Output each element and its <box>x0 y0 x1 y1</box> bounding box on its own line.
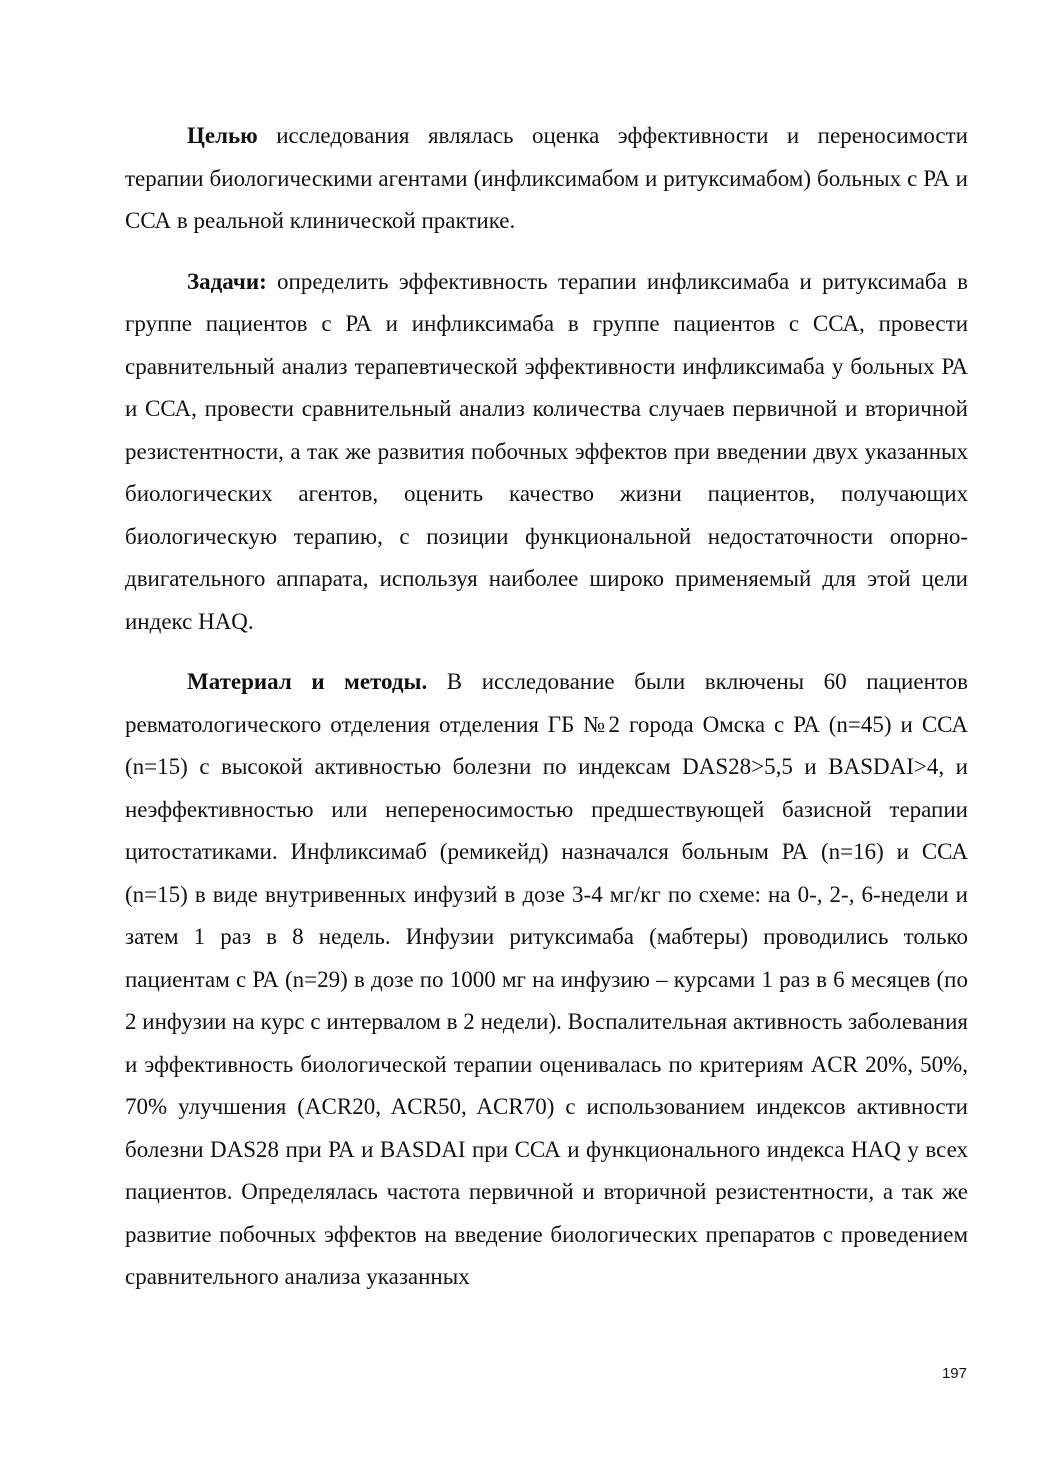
methods-text: В исследование были включены 60 пациентов ревматологического отделения отделения ГБ №2 города Омска с РА (n=45) и ССА (n=15) с высокой активностью болезни по индексам DAS28>5,5 и BASDAI>4, и неэффективностью или непереносимостью предшествующей базисной терапии цитостатиками. Инфликсимаб (ремикейд) назначался больным РА (n=16) и ССА (n=15) в виде внутривенных инфузий в дозе 3-4 мг/кг по схеме: на 0-, 2-, 6-недели и затем 1 раз в 8 недель. Инфузии ритуксимаба (мабтеры) проводились только пациентам с РА (n=29) в дозе по 1000 мг на инфузию – курсами 1 раз в 6 месяцев (по 2 инфузии на курс с интервалом в 2 недели). Воспалительная активность заболевания и эффективность биологической терапии оценивалась по критериям ACR 20%, 50%, 70% улучшения (ACR20, ACR50, ACR70) с использованием индексов активности болезни DAS28 при РА и BASDAI при ССА и функционального индекса HAQ у всех пациентов. Определялась частота первичной и вторичной резистентности, а так же развитие побочных эффектов на введение биологических препаратов с проведением сравнительного анализа указанных <box>125 669 968 1289</box>
tasks-text: определить эффективность терапии инфликсимаба и ритуксимаба в группе пациентов с РА и инфликсимаба в группе пациентов с ССА, провести сравнительный анализ терапевтической эффективности инфликсимаба у больных РА и ССА, провести сравнительный анализ количества случаев первичной и вторичной резистентности, а так же развития побочных эффектов при введении двух указанных биологических агентов, оценить качество жизни пациентов, получающих биологическую терапию, с позиции функциональной недостаточности опорно-двигательного аппарата, используя наиболее широко применяемый для этой цели индекс HAQ. <box>125 268 968 634</box>
page-number: 197 <box>941 1365 967 1382</box>
aim-text: исследования являлась оценка эффективности и переносимости терапии биологическими агентами (инфликсимабом и ритуксимабом) больных с РА и ССА в реальной клинической практике. <box>125 123 968 233</box>
document-page <box>125 115 968 1317</box>
aim-heading: Целью <box>187 123 258 148</box>
methods-heading: Материал и методы. <box>187 669 428 694</box>
tasks-heading: Задачи: <box>187 268 267 294</box>
aim-paragraph <box>125 115 968 243</box>
methods-paragraph <box>125 661 968 1299</box>
tasks-paragraph <box>125 261 968 644</box>
